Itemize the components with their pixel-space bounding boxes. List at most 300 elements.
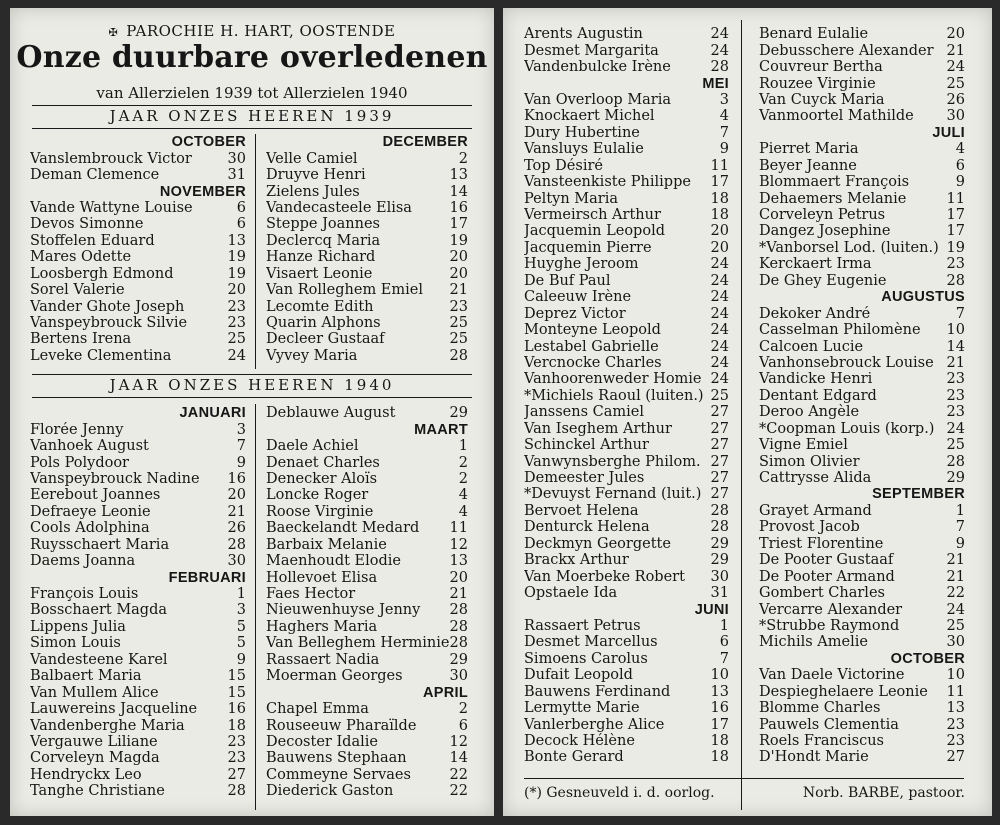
death-day: 2 — [458, 454, 468, 471]
deceased-name: Commeyne Servaes — [266, 766, 411, 783]
death-day: 7 — [236, 438, 246, 455]
deceased-name: Quarin Alphons — [266, 315, 381, 332]
death-day: 28 — [946, 453, 965, 470]
month-heading: OCTOBER — [890, 650, 965, 667]
death-day: 21 — [946, 552, 965, 569]
deceased-name: Top Désiré — [524, 157, 603, 174]
deceased-name: Van Moerbeke Robert — [524, 568, 685, 585]
list-item — [759, 92, 965, 108]
deceased-name: Despieghelaere Leonie — [759, 683, 928, 700]
month-heading: JULI — [932, 124, 965, 141]
list-item — [266, 454, 468, 470]
death-day: 16 — [449, 199, 468, 216]
death-day: 10 — [946, 667, 965, 684]
death-day: 6 — [458, 717, 468, 734]
deceased-name: Bauwens Ferdinand — [524, 683, 671, 700]
death-day: 15 — [227, 684, 246, 701]
death-day: 7 — [955, 305, 965, 322]
month-heading: MAART — [414, 421, 468, 438]
list-item — [759, 536, 965, 552]
list-item — [30, 438, 246, 454]
list-item — [759, 42, 965, 58]
death-day: 1 — [719, 617, 729, 634]
list-item — [759, 470, 965, 486]
list-item — [30, 471, 246, 487]
list-item — [266, 553, 468, 569]
death-day: 12 — [449, 536, 468, 553]
list-item — [759, 59, 965, 75]
death-day: 22 — [449, 783, 468, 800]
death-day: 23 — [946, 256, 965, 273]
deceased-name: Vanwynsberghe Philom. — [524, 453, 701, 470]
deceased-name: Cattrysse Alida — [759, 470, 872, 487]
list-item — [524, 338, 729, 354]
list-item — [759, 618, 965, 634]
death-day: 24 — [710, 26, 729, 43]
death-day: 31 — [227, 167, 246, 184]
list-item — [266, 635, 468, 651]
death-day: 6 — [955, 157, 965, 174]
death-day: 27 — [710, 437, 729, 454]
list-item — [30, 701, 246, 717]
deceased-name: Sorel Valerie — [30, 282, 125, 299]
death-day: 11 — [946, 190, 965, 207]
list-item — [524, 141, 729, 157]
death-day: 31 — [710, 585, 729, 602]
month-heading: APRIL — [423, 684, 468, 701]
divider — [32, 128, 472, 129]
death-day: 27 — [710, 420, 729, 437]
list-item — [266, 652, 468, 668]
list-item — [524, 59, 729, 75]
list-item — [759, 256, 965, 272]
deceased-name: Lauwereins Jacqueline — [30, 701, 198, 718]
footer-divider — [524, 778, 964, 779]
deceased-name: Dekoker André — [759, 305, 871, 322]
deceased-name: Simoens Carolus — [524, 650, 648, 667]
list-item — [759, 700, 965, 716]
death-day: 26 — [946, 91, 965, 108]
death-day: 15 — [227, 668, 246, 685]
list-item — [266, 471, 468, 487]
death-day: 9 — [236, 651, 246, 668]
list-item — [266, 520, 468, 536]
death-day: 14 — [449, 750, 468, 767]
death-day: 9 — [236, 454, 246, 471]
list-item — [30, 487, 246, 503]
list-item — [266, 717, 468, 733]
list-item — [524, 585, 729, 601]
list-item — [524, 371, 729, 387]
deceased-name: Bonte Gerard — [524, 749, 624, 766]
death-day: 9 — [955, 535, 965, 552]
list-item — [759, 552, 965, 568]
death-day: 24 — [710, 272, 729, 289]
list-item — [524, 552, 729, 568]
death-day: 30 — [710, 568, 729, 585]
death-day: 16 — [227, 470, 246, 487]
list-item — [30, 504, 246, 520]
list-item — [759, 141, 965, 157]
deceased-name: Grayet Armand — [759, 502, 872, 519]
deceased-name: Lecomte Edith — [266, 298, 374, 315]
deceased-name: Huyghe Jeroom — [524, 256, 639, 273]
list-item — [524, 305, 729, 321]
deceased-name: Van Overloop Maria — [524, 91, 672, 108]
month-heading: NOVEMBER — [159, 183, 246, 200]
list-item — [266, 586, 468, 602]
list-item — [30, 750, 246, 766]
left-page — [10, 8, 494, 816]
death-day: 25 — [946, 75, 965, 92]
death-day: 30 — [946, 634, 965, 651]
deceased-name: Vansluys Eulalie — [524, 141, 644, 158]
death-day: 27 — [710, 404, 729, 421]
death-day: 23 — [946, 387, 965, 404]
death-day: 28 — [710, 502, 729, 519]
list-item — [524, 273, 729, 289]
deceased-name: Roels Franciscus — [759, 733, 884, 750]
death-day: 16 — [227, 701, 246, 718]
deceased-name: Nieuwenhuyse Jenny — [266, 602, 421, 619]
list-item — [759, 305, 965, 321]
parish-name: PAROCHIE H. HART, OOSTENDE — [126, 22, 396, 40]
death-day: 20 — [946, 26, 965, 43]
deceased-name: Provost Jacob — [759, 519, 860, 536]
list-item — [759, 108, 965, 124]
deceased-name: Cools Adolphina — [30, 520, 150, 537]
deceased-name: D'Hondt Marie — [759, 749, 869, 766]
list-item — [524, 437, 729, 453]
deceased-name: Blomme Charles — [759, 700, 881, 717]
death-day: 25 — [710, 387, 729, 404]
deceased-name: Vigne Emiel — [759, 437, 848, 454]
deceased-name: Vande Wattyne Louise — [30, 199, 193, 216]
death-day: 1 — [236, 586, 246, 603]
list-item — [266, 750, 468, 766]
deceased-name: Van Belleghem Herminie — [266, 635, 450, 652]
deceased-name: Rouseeuw Pharaïlde — [266, 717, 417, 734]
death-day: 24 — [710, 338, 729, 355]
list-item — [524, 256, 729, 272]
list-item — [524, 700, 729, 716]
deceased-name: Deblauwe August — [266, 405, 396, 422]
deceased-name: Balbaert Maria — [30, 668, 142, 685]
death-day: 21 — [946, 568, 965, 585]
death-day: 1 — [955, 502, 965, 519]
death-day: 21 — [946, 42, 965, 59]
list-item — [524, 568, 729, 584]
list-item — [266, 487, 468, 503]
deceased-name: Stoffelen Eduard — [30, 232, 155, 249]
deceased-name: Dentant Edgard — [759, 387, 877, 404]
list-item — [266, 668, 468, 684]
death-day: 10 — [710, 667, 729, 684]
deceased-name: Corveleyn Magda — [30, 750, 160, 767]
month-heading: OCTOBER — [171, 134, 246, 151]
death-day: 4 — [955, 141, 965, 158]
death-day: 17 — [946, 207, 965, 224]
list-item — [759, 207, 965, 223]
deceased-name: Eerebout Joannes — [30, 487, 161, 504]
death-day: 28 — [227, 536, 246, 553]
death-day: 7 — [955, 519, 965, 536]
list-item — [524, 42, 729, 58]
death-day: 17 — [710, 174, 729, 191]
deceased-name: Vanspeybrouck Silvie — [30, 315, 188, 332]
deceased-name: Van Iseghem Arthur — [524, 420, 672, 437]
deceased-name: Vandenberghe Maria — [30, 717, 185, 734]
death-day: 6 — [719, 634, 729, 651]
list-item — [266, 167, 468, 183]
list-item — [30, 684, 246, 700]
list-item — [524, 190, 729, 206]
death-day: 20 — [449, 265, 468, 282]
death-day: 24 — [710, 322, 729, 339]
list-item — [759, 273, 965, 289]
list-item — [524, 125, 729, 141]
list-item — [759, 158, 965, 174]
deceased-name: Declercq Maria — [266, 232, 381, 249]
death-day: 4 — [458, 487, 468, 504]
list-item — [30, 454, 246, 470]
death-day: 13 — [710, 683, 729, 700]
deceased-name: De Pooter Armand — [759, 568, 895, 585]
list-item — [30, 167, 246, 183]
list-item — [30, 520, 246, 536]
month-heading: JUNI — [694, 601, 729, 618]
list-item — [524, 684, 729, 700]
death-day: 27 — [227, 766, 246, 783]
deceased-name: Loosbergh Edmond — [30, 265, 174, 282]
deceased-name: Vanspeybrouck Nadine — [30, 470, 200, 487]
death-day: 11 — [449, 520, 468, 537]
deceased-name: Jacquemin Pierre — [524, 239, 652, 256]
deceased-name: Brackx Arthur — [524, 552, 629, 569]
list-item — [524, 470, 729, 486]
deceased-name: Maenhoudt Elodie — [266, 553, 401, 570]
list-item — [759, 437, 965, 453]
deceased-name: *Strubbe Raymond — [759, 617, 900, 634]
death-day: 17 — [449, 216, 468, 233]
deceased-name: Deroo Angèle — [759, 404, 860, 421]
death-day: 24 — [946, 59, 965, 76]
list-item — [30, 586, 246, 602]
list-1940-left — [30, 405, 246, 800]
death-day: 18 — [710, 733, 729, 750]
deceased-name: Denecker Aloïs — [266, 470, 378, 487]
list-item — [524, 733, 729, 749]
deceased-name: Van Rolleghem Emiel — [266, 282, 423, 299]
list-item — [524, 355, 729, 371]
list-item — [30, 652, 246, 668]
death-day: 1 — [458, 438, 468, 455]
deceased-name: Tanghe Christiane — [30, 783, 165, 800]
list-item — [266, 602, 468, 618]
list-item — [524, 26, 729, 42]
deceased-name: Pierret Maria — [759, 141, 859, 158]
death-day: 5 — [236, 618, 246, 635]
month-heading: JANUARI — [179, 405, 246, 422]
deceased-name: Janssens Camiel — [524, 404, 644, 421]
death-day: 30 — [449, 668, 468, 685]
list-item — [266, 569, 468, 585]
list-item — [30, 348, 246, 364]
deceased-name: Loncke Roger — [266, 487, 369, 504]
death-day: 2 — [458, 150, 468, 167]
page-subtitle: van Allerzielen 1939 tot Allerzielen 1940 — [96, 84, 408, 102]
death-day: 24 — [710, 354, 729, 371]
death-day: 13 — [449, 553, 468, 570]
list-item — [30, 298, 246, 314]
list-item — [524, 108, 729, 124]
list-1939-right — [266, 134, 468, 364]
list-item — [30, 150, 246, 166]
death-day: 19 — [227, 249, 246, 266]
list-item — [524, 92, 729, 108]
death-day: 23 — [227, 750, 246, 767]
death-day: 25 — [946, 437, 965, 454]
deceased-name: Desmet Marcellus — [524, 634, 658, 651]
death-day: 18 — [710, 749, 729, 766]
death-day: 24 — [710, 256, 729, 273]
deceased-name: Deckmyn Georgette — [524, 535, 671, 552]
death-day: 16 — [710, 700, 729, 717]
deceased-name: Desmet Margarita — [524, 42, 659, 59]
list-item — [266, 233, 468, 249]
death-day: 30 — [946, 108, 965, 125]
list-item — [524, 404, 729, 420]
death-day: 13 — [946, 700, 965, 717]
month-heading: AUGUSTUS — [881, 289, 965, 306]
list-item — [524, 618, 729, 634]
deceased-name: Roose Virginie — [266, 503, 374, 520]
list-item — [266, 315, 468, 331]
list-item — [30, 421, 246, 437]
death-day: 29 — [946, 470, 965, 487]
deceased-name: Peltyn Maria — [524, 190, 618, 207]
death-day: 24 — [710, 42, 729, 59]
right-page — [503, 8, 992, 816]
deceased-name: De Pooter Gustaaf — [759, 552, 894, 569]
deceased-name: Vercnocke Charles — [524, 354, 662, 371]
list-item — [30, 249, 246, 265]
deceased-name: *Vanborsel Lod. (luiten.) — [759, 239, 939, 256]
column-divider — [255, 404, 256, 810]
list-item — [30, 717, 246, 733]
death-day: 28 — [710, 59, 729, 76]
deceased-name: Van Mullem Alice — [30, 684, 159, 701]
death-day: 2 — [458, 470, 468, 487]
deceased-name: Hanze Richard — [266, 249, 376, 266]
death-day: 2 — [458, 701, 468, 718]
death-day: 9 — [955, 174, 965, 191]
death-day: 21 — [449, 282, 468, 299]
death-day: 24 — [946, 420, 965, 437]
deceased-name: Vercarre Alexander — [759, 601, 903, 618]
deceased-name: Corveleyn Petrus — [759, 207, 886, 224]
list-right-col2 — [759, 26, 965, 766]
death-day: 23 — [227, 733, 246, 750]
death-day: 28 — [449, 602, 468, 619]
page-title: Onze duurbare overledenen — [16, 40, 488, 75]
deceased-name: Dury Hubertine — [524, 124, 640, 141]
list-item — [759, 223, 965, 239]
deceased-name: Vandenbulcke Irène — [524, 59, 671, 76]
deceased-name: Triest Florentine — [759, 535, 884, 552]
deceased-name: Zielens Jules — [266, 183, 360, 200]
deceased-name: Barbaix Melanie — [266, 536, 387, 553]
death-day: 23 — [946, 404, 965, 421]
death-day: 20 — [449, 569, 468, 586]
death-day: 29 — [710, 535, 729, 552]
list-item — [759, 749, 965, 765]
parish-header — [10, 22, 494, 40]
list-item — [759, 371, 965, 387]
list-item — [759, 634, 965, 650]
deceased-name: Rouzee Virginie — [759, 75, 876, 92]
deceased-name: Michils Amelie — [759, 634, 868, 651]
death-day: 29 — [449, 651, 468, 668]
deceased-name: Vergauwe Liliane — [30, 733, 158, 750]
list-item — [524, 503, 729, 519]
list-item — [30, 200, 246, 216]
deceased-name: Demeester Jules — [524, 470, 645, 487]
list-item — [524, 388, 729, 404]
divider — [32, 397, 472, 398]
deceased-name: Pols Polydoor — [30, 454, 129, 471]
deceased-name: Simon Olivier — [759, 453, 860, 470]
list-item — [266, 216, 468, 232]
list-item — [759, 733, 965, 749]
list-item — [30, 233, 246, 249]
death-day: 27 — [710, 470, 729, 487]
death-day: 24 — [710, 305, 729, 322]
month-heading: DECEMBER — [382, 134, 468, 151]
list-item — [759, 174, 965, 190]
death-day: 29 — [449, 405, 468, 422]
list-item — [524, 158, 729, 174]
deceased-name: Vanslembrouck Victor — [30, 150, 192, 167]
death-day: 24 — [710, 289, 729, 306]
deceased-name: Lippens Julia — [30, 618, 126, 635]
deceased-name: Vermeirsch Arthur — [524, 207, 661, 224]
list-item — [524, 240, 729, 256]
death-day: 20 — [449, 249, 468, 266]
death-day: 22 — [946, 585, 965, 602]
list-item — [759, 601, 965, 617]
deceased-name: Dangez Josephine — [759, 223, 891, 240]
list-item — [266, 537, 468, 553]
list-item — [30, 315, 246, 331]
deceased-name: Denturck Helena — [524, 519, 650, 536]
list-item — [266, 331, 468, 347]
list-item — [30, 282, 246, 298]
deceased-name: Baeckelandt Medard — [266, 520, 420, 537]
death-day: 19 — [449, 232, 468, 249]
deceased-name: Van Daele Victorine — [759, 667, 905, 684]
list-item — [266, 183, 468, 199]
death-day: 18 — [227, 717, 246, 734]
list-item — [524, 421, 729, 437]
deceased-name: Decoster Idalie — [266, 733, 378, 750]
death-day: 10 — [946, 322, 965, 339]
deceased-name: Vanlerberghe Alice — [524, 716, 665, 733]
deceased-name: Deprez Victor — [524, 305, 626, 322]
list-item — [524, 634, 729, 650]
death-day: 20 — [710, 239, 729, 256]
list-item — [266, 438, 468, 454]
